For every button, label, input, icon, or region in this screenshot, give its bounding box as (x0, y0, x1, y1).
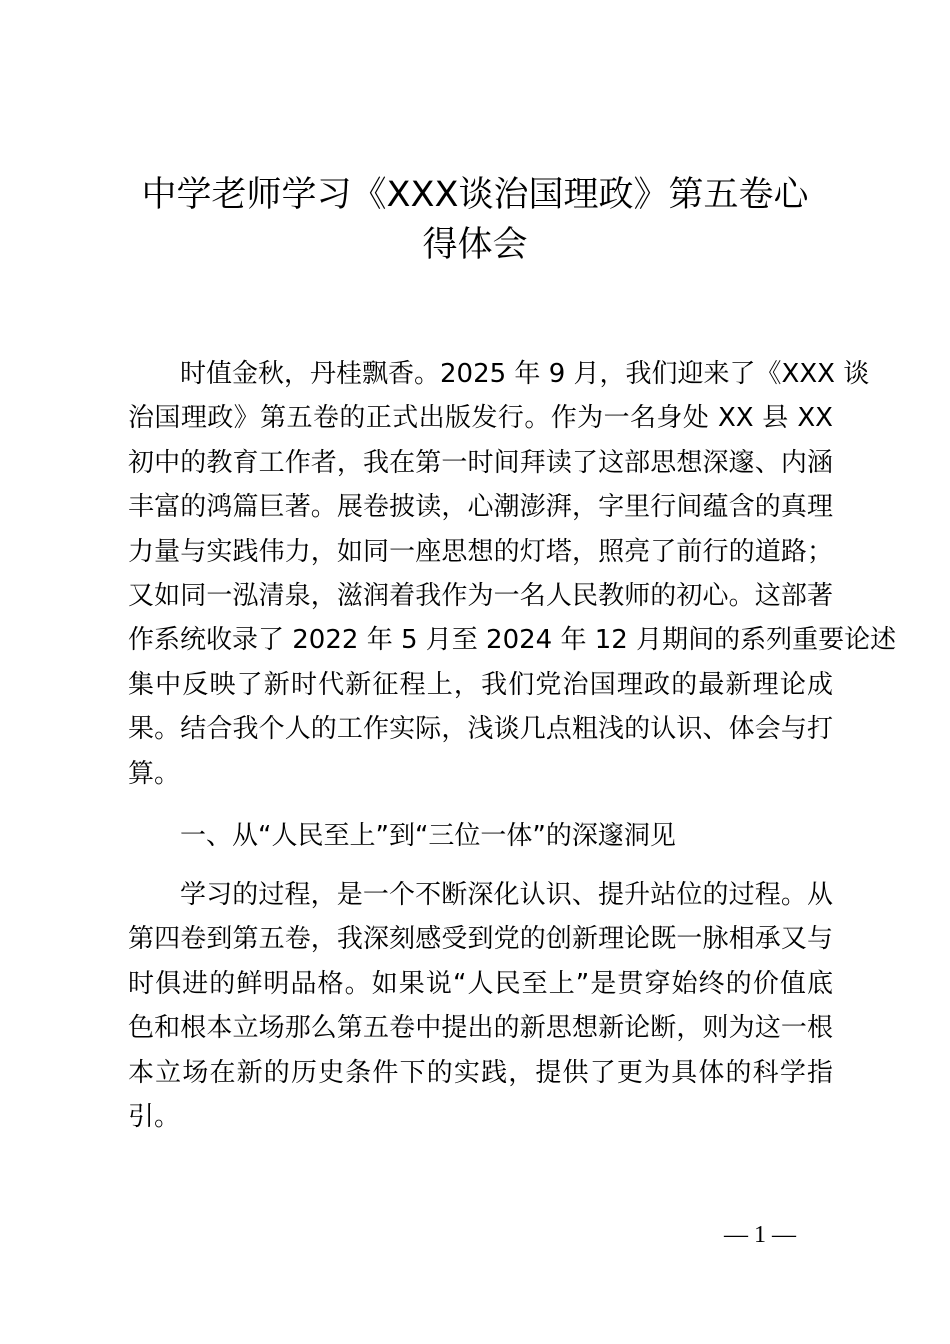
text-line: 又如同一泓清泉，滋润着我作为一名人民教师的初心。这部著 (128, 580, 833, 611)
text-line: 引。 (128, 1101, 181, 1132)
title-line: 中学老师学习《XXX谈治国理政》第五卷心 (141, 175, 809, 215)
text-line: 丰富的鸿篇巨著。展卷披读，心潮澎湃，字里行间蕴含的真理 (128, 492, 833, 523)
text-line: 力量与实践伟力，如同一座思想的灯塔，照亮了前行的道路； (128, 536, 833, 567)
text-line: 时俱进的鲜明品格。如果说“人民至上”是贯穿始终的价值底 (128, 968, 833, 999)
section-heading: 一、从“人民至上”到“三位一体”的深邃洞见 (180, 821, 676, 851)
text-line: 果。结合我个人的工作实际，浅谈几点粗浅的认识、体会与打 (128, 714, 833, 745)
text-line: 学习的过程，是一个不断深化认识、提升站位的过程。从 (180, 880, 833, 910)
text-line: 本立场在新的历史条件下的实践，提供了更为具体的科学指 (128, 1057, 833, 1088)
title-line: 得体会 (422, 225, 528, 265)
text-line: 治国理政》第五卷的正式出版发行。作为一名身处 XX 县 XX (128, 403, 833, 434)
text-line: 时值金秋，丹桂飘香。2025 年 9 月，我们迎来了《XXX 谈 (180, 359, 870, 389)
text-line: 色和根本立场那么第五卷中提出的新思想新论断，则为这一根 (128, 1013, 833, 1044)
paragraph-intro (128, 352, 897, 796)
text-line: 第四卷到第五卷，我深刻感受到党的创新理论既一脉相承又与 (128, 924, 833, 955)
page-number: — 1 — (724, 1222, 796, 1248)
text-line: 算。 (128, 758, 181, 789)
paragraph-section1 (128, 873, 833, 1139)
document-title (0, 170, 950, 270)
text-line: 作系统收录了 2022 年 5 月至 2024 年 12 月期间的系列重要论述 (128, 625, 897, 656)
text-line: 初中的教育工作者，我在第一时间拜读了这部思想深邃、内涵 (128, 447, 833, 478)
text-line: 集中反映了新时代新征程上，我们党治国理政的最新理论成 (128, 669, 833, 700)
